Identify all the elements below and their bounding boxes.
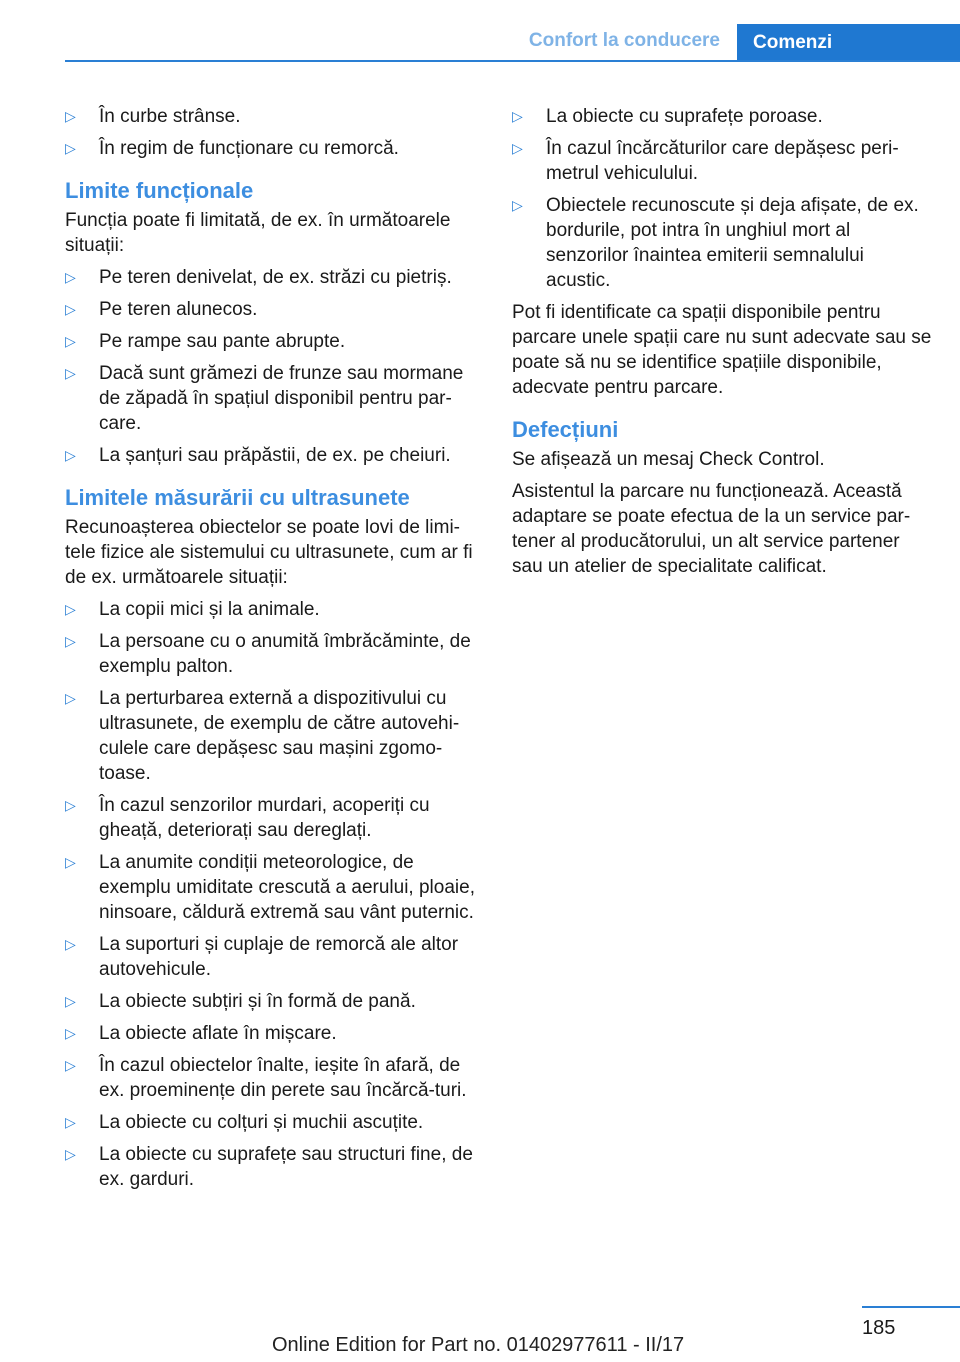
bullet-triangle-icon: ▷ — [65, 1025, 76, 1041]
bullet-triangle-icon: ▷ — [65, 993, 76, 1009]
bullet-triangle-icon: ▷ — [512, 197, 523, 213]
bullet-triangle-icon: ▷ — [65, 140, 76, 156]
list-item: ▷ La suporturi și cuplaje de remorcă ale altor autovehicule. — [65, 934, 459, 980]
list-item: ▷ La șanțuri sau prăpăstii, de ex. pe cheiuri. — [65, 445, 451, 466]
header-section-title: Confort la conducere — [528, 30, 720, 51]
bullet-triangle-icon: ▷ — [65, 108, 76, 124]
list-item: ▷ Pe teren denivelat, de ex. străzi cu pietriș. — [65, 267, 452, 288]
section-heading-defectiuni: Defecțiuni — [512, 417, 619, 442]
bullet-triangle-icon: ▷ — [65, 333, 76, 349]
left-column — [65, 104, 480, 1199]
bullet-triangle-icon: ▷ — [65, 447, 76, 463]
right-column — [512, 104, 932, 586]
section-heading-limite-functionale: Limite funcționale — [65, 178, 254, 203]
page-number: 185 — [862, 1317, 896, 1339]
bullet-triangle-icon: ▷ — [65, 301, 76, 317]
list-item: ▷ Obiectele recunoscute și deja afișate, de ex. bordurile, pot intra în unghiul mort al senzorilor înaintea emiterii semnalului acustic. — [512, 195, 919, 291]
list-item: ▷ În cazul obiectelor înalte, ieșite în afară, de ex. proeminențe din perete sau încărcă-turi. — [65, 1055, 467, 1101]
bullet-triangle-icon: ▷ — [512, 108, 523, 124]
bullet-triangle-icon: ▷ — [65, 633, 76, 649]
list-item: ▷ Dacă sunt grămezi de frunze sau mormane de zăpadă în spațiul disponibil pentru par-care. — [65, 363, 464, 434]
paragraph: Se afișează un mesaj Check Control. — [512, 449, 825, 470]
list-item: ▷ În regim de funcționare cu remorcă. — [65, 138, 399, 159]
bullet-triangle-icon: ▷ — [65, 797, 76, 813]
bullet-triangle-icon: ▷ — [65, 854, 76, 870]
list-item: ▷ În cazul încărcăturilor care depășesc peri-metrul vehiculului. — [512, 138, 899, 184]
list-item: ▷ La obiecte subțiri și în formă de pană. — [65, 991, 416, 1012]
list-item: ▷ La anumite condiții meteorologice, de exemplu umiditate crescută a aerului, ploaie, ninsoare, căldură extremă sau vânt puternic. — [65, 852, 475, 923]
list-item: ▷ La copii mici și la animale. — [65, 599, 320, 620]
bullet-triangle-icon: ▷ — [65, 936, 76, 952]
list-item: ▷ În curbe strânse. — [65, 106, 241, 127]
bullet-triangle-icon: ▷ — [65, 1146, 76, 1162]
bullet-triangle-icon: ▷ — [65, 690, 76, 706]
bullet-triangle-icon: ▷ — [65, 1057, 76, 1073]
footer-rule — [862, 1306, 960, 1308]
header-rule — [65, 60, 960, 62]
bullet-triangle-icon: ▷ — [512, 140, 523, 156]
list-item: ▷ La obiecte aflate în mișcare. — [65, 1023, 337, 1044]
paragraph: Recunoașterea obiectelor se poate lovi de limi-tele fizice ale sistemului cu ultrasunete, cum ar fi de ex. următoarele situații: — [65, 517, 473, 588]
bullet-triangle-icon: ▷ — [65, 1114, 76, 1130]
list-item: ▷ La perturbarea externă a dispozitivului cu ultrasunete, de exemplu de către autovehi-culele care depășesc sau mașini zgomo-toase. — [65, 688, 460, 784]
edition-note: Online Edition for Part no. 01402977611 - II/17 — [272, 1334, 685, 1356]
list-item: ▷ La persoane cu o anumită îmbrăcăminte, de exemplu palton. — [65, 631, 471, 677]
list-item: ▷ La obiecte cu suprafețe sau structuri fine, de ex. garduri. — [65, 1144, 473, 1190]
paragraph: Asistentul la parcare nu funcționează. Această adaptare se poate efectua de la un service par-tener al producătorului, un alt service partener sau un atelier de specialitate calificat. — [512, 481, 911, 577]
list-item: ▷ La obiecte cu colțuri și muchii ascuțite. — [65, 1112, 424, 1133]
paragraph: Funcția poate fi limitată, de ex. în următoarele situații: — [65, 210, 451, 256]
list-item: ▷ Pe rampe sau pante abrupte. — [65, 331, 346, 352]
bullet-triangle-icon: ▷ — [65, 269, 76, 285]
paragraph: Pot fi identificate ca spații disponibile pentru parcare unele spații care nu sunt adecvate sau se poate să nu se identifice spațiile disponibile, adecvate pentru parcare. — [512, 302, 932, 398]
header-chapter-tab: Comenzi — [737, 24, 960, 62]
bullet-triangle-icon: ▷ — [65, 365, 76, 381]
list-item: ▷ La obiecte cu suprafețe poroase. — [512, 106, 823, 127]
list-item: ▷ În cazul senzorilor murdari, acoperiți cu gheață, deteriorați sau dereglați. — [65, 795, 430, 841]
bullet-triangle-icon: ▷ — [65, 601, 76, 617]
section-heading-limitele-masurarii: Limitele măsurării cu ultrasunete — [65, 485, 410, 510]
list-item: ▷ Pe teren alunecos. — [65, 299, 258, 320]
